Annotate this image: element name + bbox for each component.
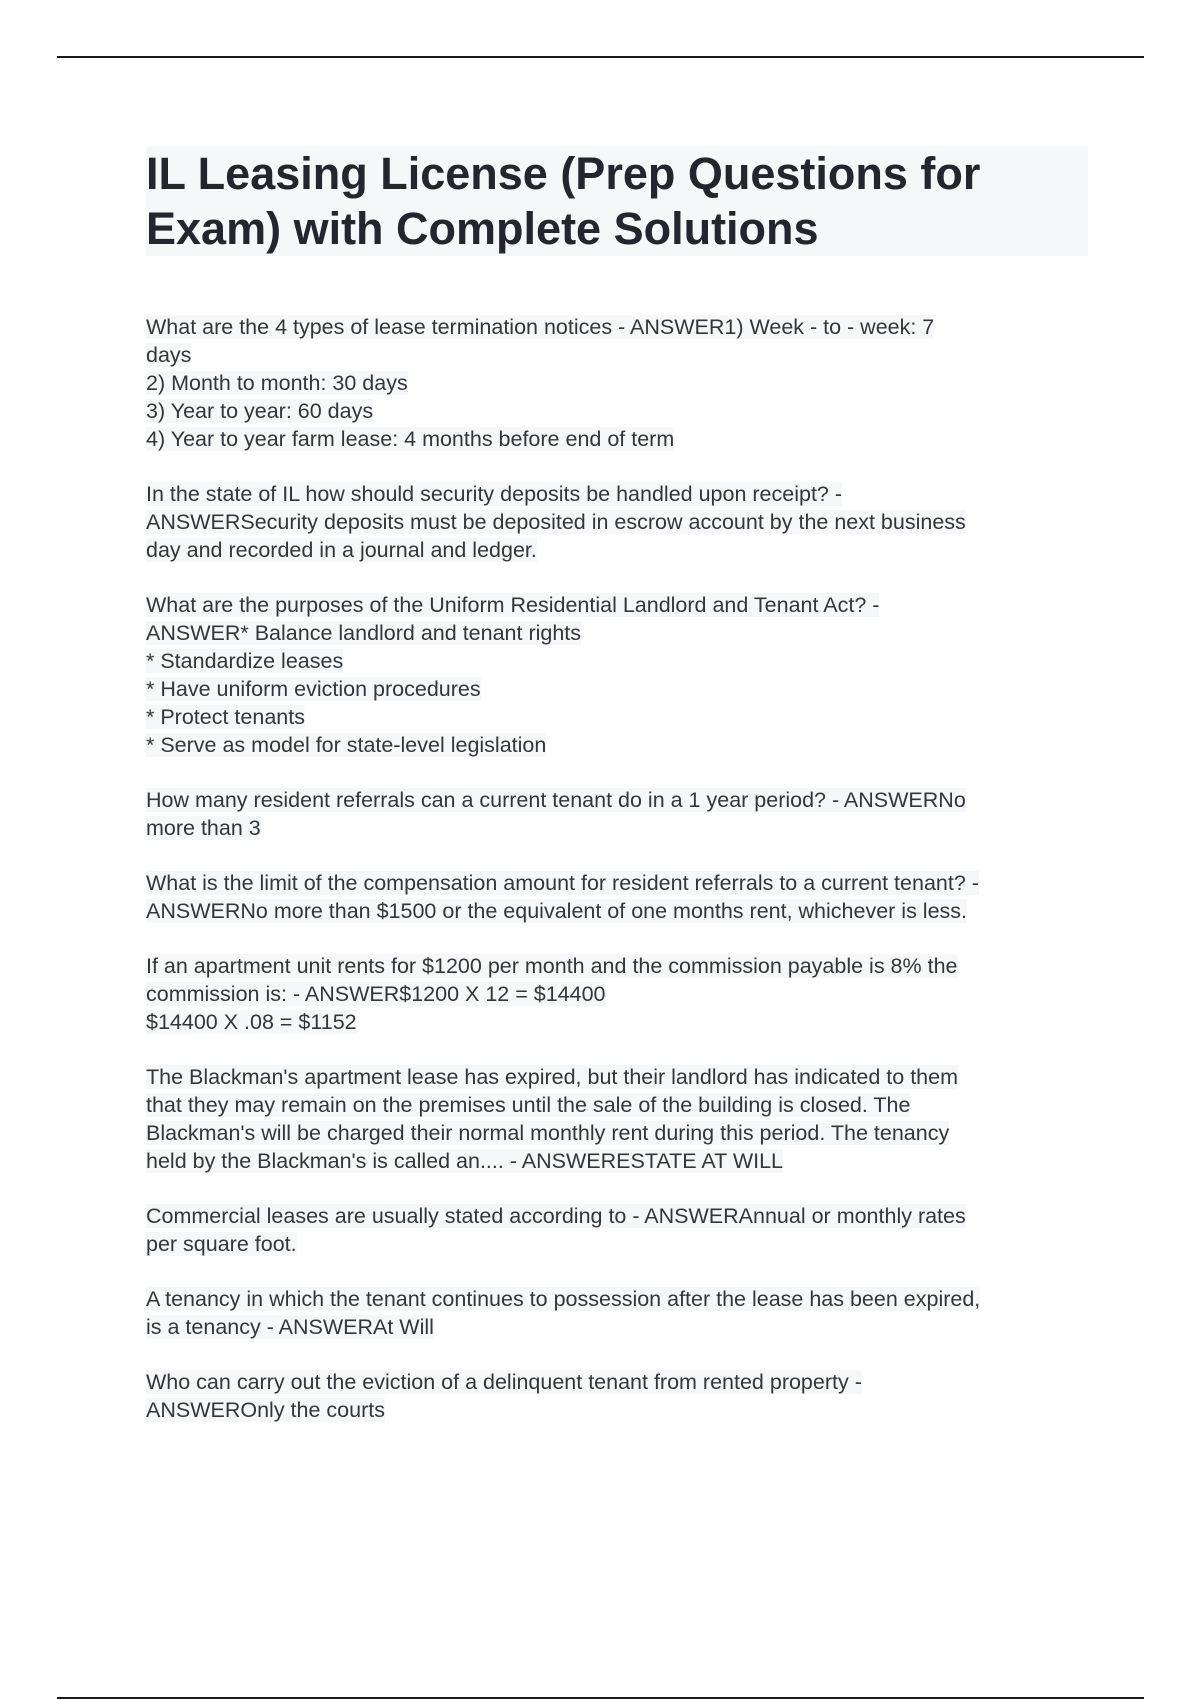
qa-line-text: Who can carry out the eviction of a delinquent tenant from rented property - <box>146 1370 862 1394</box>
qa-line <box>146 675 1096 703</box>
qa-entry <box>146 1285 1096 1341</box>
qa-line-text: A tenancy in which the tenant continues to possession after the lease has been expired, <box>146 1287 981 1311</box>
qa-line <box>146 1063 1096 1091</box>
qa-entry <box>146 1368 1096 1424</box>
qa-line-text: 3) Year to year: 60 days <box>146 399 374 423</box>
qa-line <box>146 1091 1096 1119</box>
qa-line <box>146 341 1096 369</box>
qa-entry <box>146 480 1096 564</box>
qa-line-text: day and recorded in a journal and ledger. <box>146 538 537 562</box>
qa-line <box>146 1313 1096 1341</box>
qa-line <box>146 647 1096 675</box>
qa-entry <box>146 952 1096 1036</box>
title-line: Exam) with Complete Solutions <box>146 203 819 254</box>
qa-line <box>146 591 1096 619</box>
qa-line-text: commission is: - ANSWER$1200 X 12 = $14400 <box>146 982 606 1006</box>
qa-line <box>146 369 1096 397</box>
qa-line <box>146 786 1096 814</box>
qa-line <box>146 814 1096 842</box>
qa-line <box>146 1147 1096 1175</box>
qa-line <box>146 508 1096 536</box>
qa-line <box>146 425 1096 453</box>
qa-line-text: * Protect tenants <box>146 705 305 729</box>
qa-line-text: Blackman's will be charged their normal monthly rent during this period. The tenancy <box>146 1121 950 1145</box>
qa-line <box>146 869 1096 897</box>
qa-line-text: per square foot. <box>146 1232 297 1256</box>
qa-line <box>146 980 1096 1008</box>
qa-entry <box>146 1202 1096 1258</box>
qa-line-text: that they may remain on the premises until the sale of the building is closed. The <box>146 1093 911 1117</box>
top-rule <box>57 56 1144 58</box>
qa-line-text: 4) Year to year farm lease: 4 months before end of term <box>146 427 675 451</box>
qa-line <box>146 1285 1096 1313</box>
qa-line <box>146 1230 1096 1258</box>
qa-line <box>146 397 1096 425</box>
qa-line-text: In the state of IL how should security deposits be handled upon receipt? - <box>146 482 843 506</box>
qa-line <box>146 480 1096 508</box>
qa-line <box>146 1368 1096 1396</box>
qa-line-text: ANSWERNo more than $1500 or the equivalent of one months rent, whichever is less. <box>146 899 967 923</box>
qa-line-text: ANSWERSecurity deposits must be deposited in escrow account by the next business <box>146 510 966 534</box>
qa-line-text: If an apartment unit rents for $1200 per month and the commission payable is 8% the <box>146 954 958 978</box>
qa-line-text: $14400 X .08 = $1152 <box>146 1010 357 1034</box>
qa-list <box>146 313 1096 1451</box>
qa-line-text: What are the 4 types of lease termination notices - ANSWER1) Week - to - week: 7 <box>146 315 935 339</box>
qa-line <box>146 897 1096 925</box>
bottom-rule <box>57 1697 1144 1699</box>
qa-line <box>146 1202 1096 1230</box>
qa-entry <box>146 869 1096 925</box>
qa-line <box>146 1396 1096 1424</box>
title-line: IL Leasing License (Prep Questions for <box>146 148 981 199</box>
qa-line-text: held by the Blackman's is called an.... - ANSWERESTATE AT WILL <box>146 1149 784 1173</box>
qa-line-text: more than 3 <box>146 816 261 840</box>
qa-line-text: * Serve as model for state-level legislation <box>146 733 547 757</box>
qa-line-text: * Standardize leases <box>146 649 344 673</box>
qa-line <box>146 731 1096 759</box>
qa-entry <box>146 786 1096 842</box>
qa-line <box>146 619 1096 647</box>
page-title <box>146 146 1088 256</box>
qa-line <box>146 313 1096 341</box>
qa-line <box>146 1008 1096 1036</box>
qa-line-text: What is the limit of the compensation amount for resident referrals to a current tenant? - <box>146 871 979 895</box>
qa-line-text: The Blackman's apartment lease has expired, but their landlord has indicated to them <box>146 1065 959 1089</box>
qa-line-text: is a tenancy - ANSWERAt Will <box>146 1315 434 1339</box>
qa-line-text: ANSWER* Balance landlord and tenant rights <box>146 621 582 645</box>
qa-line <box>146 536 1096 564</box>
qa-line-text: * Have uniform eviction procedures <box>146 677 481 701</box>
qa-line-text: What are the purposes of the Uniform Residential Landlord and Tenant Act? - <box>146 593 880 617</box>
title-block <box>146 146 1088 256</box>
qa-line <box>146 1119 1096 1147</box>
qa-line-text: 2) Month to month: 30 days <box>146 371 408 395</box>
qa-line-text: ANSWEROnly the courts <box>146 1398 385 1422</box>
qa-line <box>146 703 1096 731</box>
qa-line-text: Commercial leases are usually stated according to - ANSWERAnnual or monthly rates <box>146 1204 966 1228</box>
qa-line-text: How many resident referrals can a current tenant do in a 1 year period? - ANSWERNo <box>146 788 966 812</box>
qa-line <box>146 952 1096 980</box>
qa-line-text: days <box>146 343 192 367</box>
qa-entry <box>146 313 1096 453</box>
qa-entry <box>146 591 1096 759</box>
qa-entry <box>146 1063 1096 1175</box>
